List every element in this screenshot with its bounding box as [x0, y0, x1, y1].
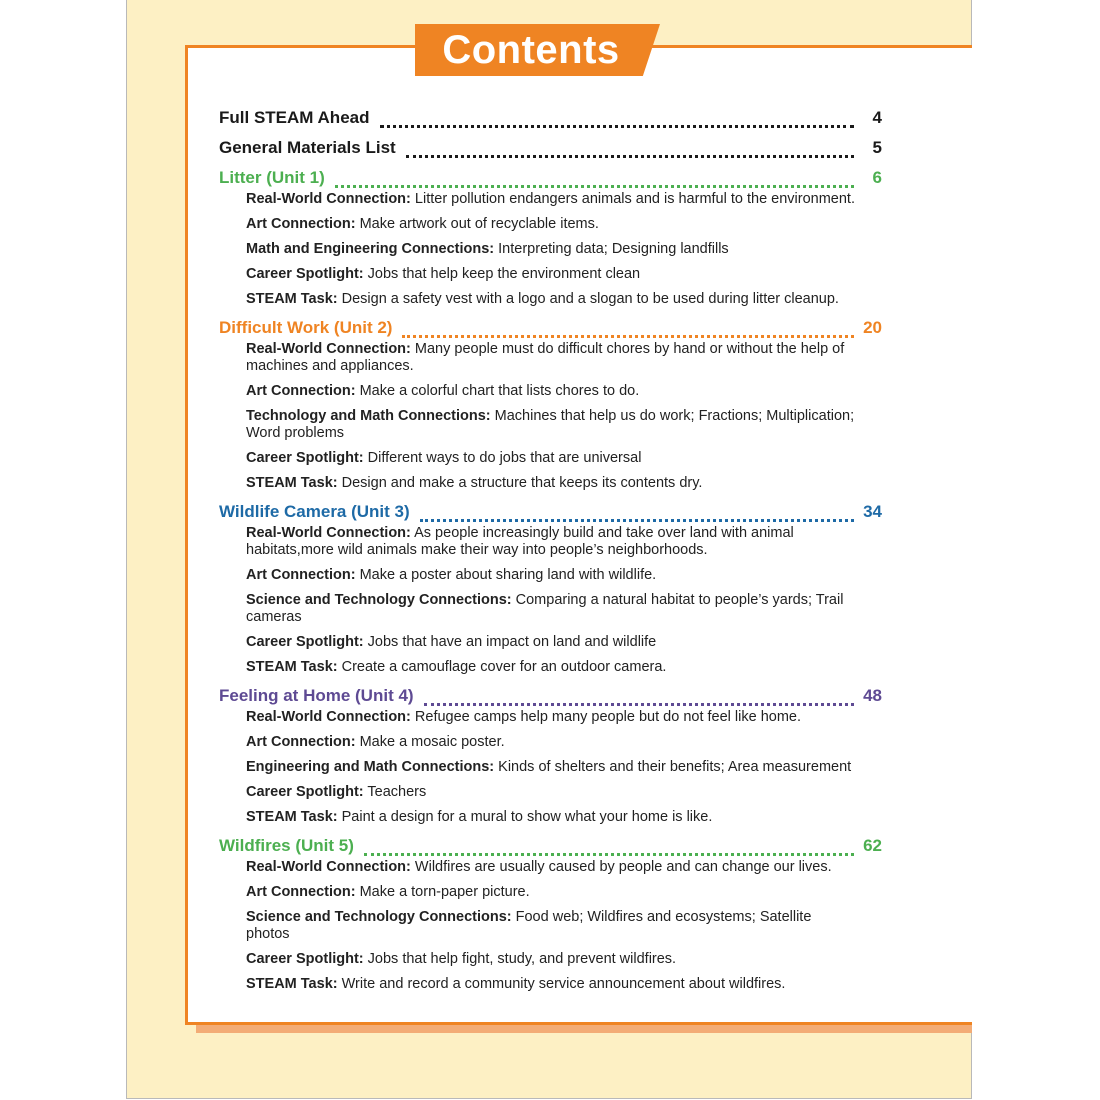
- detail-text: Kinds of shelters and their benefits; Area measurement: [498, 759, 852, 775]
- unit-heading[interactable]: [219, 834, 882, 858]
- detail-text: Refugee camps help many people but do not feel like home.: [414, 709, 802, 725]
- toc-entry[interactable]: [219, 106, 882, 130]
- unit-section: [219, 316, 882, 492]
- unit-detail-item: [246, 859, 856, 876]
- detail-key: Art Connection:: [246, 383, 356, 399]
- unit-section: [219, 166, 882, 308]
- detail-key: Science and Technology Connections:: [246, 592, 512, 608]
- detail-key: Real-World Connection:: [246, 859, 411, 875]
- unit-detail-item: [246, 191, 856, 208]
- detail-text: As people increasingly build and take over land with animal habitats,more wild animals make their way into people’s neighborhoods.: [246, 525, 794, 558]
- dot-leader: [406, 147, 854, 158]
- unit-detail-item: [246, 709, 856, 726]
- page-number: 5: [872, 138, 882, 157]
- detail-text: Litter pollution endangers animals and is harmful to the environment.: [414, 191, 855, 207]
- detail-text: Write and record a community service announcement about wildfires.: [341, 976, 786, 992]
- table-of-contents: [219, 106, 882, 1001]
- unit-detail-item: [246, 241, 856, 258]
- detail-key: Art Connection:: [246, 884, 356, 900]
- unit-section: [219, 684, 882, 826]
- dot-leader: [364, 845, 854, 856]
- detail-text: Jobs that have an impact on land and wildlife: [367, 634, 657, 650]
- detail-key: Real-World Connection:: [246, 709, 411, 725]
- detail-key: Real-World Connection:: [246, 191, 411, 207]
- unit-heading[interactable]: [219, 500, 882, 524]
- detail-text: Make a poster about sharing land with wildlife.: [359, 567, 657, 583]
- unit-detail-item: [246, 909, 856, 943]
- detail-text: Many people must do difficult chores by hand or without the help of machines and appliances.: [246, 341, 845, 374]
- unit-detail-item: [246, 475, 856, 492]
- unit-detail-item: [246, 266, 856, 283]
- detail-text: Different ways to do jobs that are universal: [367, 450, 642, 466]
- unit-entries: [219, 166, 882, 993]
- detail-key: Art Connection:: [246, 734, 356, 750]
- page-number: 62: [863, 836, 882, 855]
- detail-text: Machines that help us do work; Fractions; Multiplication; Word problems: [246, 408, 855, 441]
- unit-detail-item: [246, 383, 856, 400]
- detail-key: Science and Technology Connections:: [246, 909, 512, 925]
- unit-detail-item: [246, 884, 856, 901]
- detail-key: Career Spotlight:: [246, 634, 364, 650]
- unit-detail-item: [246, 734, 856, 751]
- detail-key: Real-World Connection:: [246, 525, 411, 541]
- entry-title: Wildfires (Unit 5): [219, 836, 354, 855]
- detail-key: Art Connection:: [246, 216, 356, 232]
- unit-detail-item: [246, 525, 856, 559]
- detail-text: Make a torn-paper picture.: [359, 884, 530, 900]
- page-number: 20: [863, 318, 882, 337]
- page-title: Contents: [442, 28, 620, 72]
- unit-detail-item: [246, 976, 856, 993]
- page-number: 48: [863, 686, 882, 705]
- toc-entry[interactable]: [219, 136, 882, 160]
- unit-details: [219, 525, 856, 676]
- unit-detail-item: [246, 759, 856, 776]
- unit-detail-item: [246, 634, 856, 651]
- page-number: 6: [872, 168, 882, 187]
- detail-text: Jobs that help fight, study, and prevent wildfires.: [367, 951, 677, 967]
- unit-details: [219, 191, 856, 308]
- entry-title: General Materials List: [219, 138, 396, 157]
- detail-text: Design and make a structure that keeps its contents dry.: [341, 475, 703, 491]
- detail-text: Jobs that help keep the environment clean: [367, 266, 641, 282]
- detail-key: Math and Engineering Connections:: [246, 241, 495, 257]
- dot-leader: [402, 327, 854, 338]
- general-entries: [219, 106, 882, 160]
- unit-detail-item: [246, 592, 856, 626]
- detail-key: STEAM Task:: [246, 291, 338, 307]
- unit-heading[interactable]: [219, 166, 882, 190]
- dot-leader: [335, 177, 854, 188]
- unit-detail-item: [246, 659, 856, 676]
- unit-detail-item: [246, 784, 856, 801]
- detail-key: STEAM Task:: [246, 976, 338, 992]
- unit-heading[interactable]: [219, 684, 882, 708]
- dot-leader: [380, 117, 855, 128]
- unit-detail-item: [246, 951, 856, 968]
- detail-text: Create a camouflage cover for an outdoor camera.: [341, 659, 667, 675]
- unit-detail-item: [246, 216, 856, 233]
- entry-title: Difficult Work (Unit 2): [219, 318, 393, 337]
- detail-key: Career Spotlight:: [246, 951, 364, 967]
- dot-leader: [420, 511, 854, 522]
- detail-text: Wildfires are usually caused by people and can change our lives.: [414, 859, 832, 875]
- detail-text: Make artwork out of recyclable items.: [359, 216, 599, 232]
- unit-detail-item: [246, 809, 856, 826]
- unit-details: [219, 859, 856, 993]
- entry-title: Feeling at Home (Unit 4): [219, 686, 414, 705]
- detail-text: Comparing a natural habitat to people’s yards; Trail cameras: [246, 592, 844, 625]
- detail-key: Art Connection:: [246, 567, 356, 583]
- dot-leader: [424, 695, 854, 706]
- detail-key: Career Spotlight:: [246, 266, 364, 282]
- detail-text: Make a colorful chart that lists chores to do.: [359, 383, 640, 399]
- detail-text: Paint a design for a mural to show what your home is like.: [341, 809, 713, 825]
- detail-text: Food web; Wildfires and ecosystems; Satellite photos: [246, 909, 812, 942]
- unit-section: [219, 500, 882, 676]
- unit-detail-item: [246, 567, 856, 584]
- entry-title: Litter (Unit 1): [219, 168, 325, 187]
- detail-key: Career Spotlight:: [246, 450, 364, 466]
- unit-detail-item: [246, 408, 856, 442]
- unit-detail-item: [246, 450, 856, 467]
- detail-key: STEAM Task:: [246, 809, 338, 825]
- detail-key: Real-World Connection:: [246, 341, 411, 357]
- detail-text: Make a mosaic poster.: [359, 734, 505, 750]
- unit-details: [219, 709, 856, 826]
- detail-key: Technology and Math Connections:: [246, 408, 491, 424]
- unit-detail-item: [246, 291, 856, 308]
- detail-text: Teachers: [367, 784, 427, 800]
- page-number: 4: [872, 108, 882, 127]
- unit-heading[interactable]: [219, 316, 882, 340]
- detail-key: Engineering and Math Connections:: [246, 759, 495, 775]
- page-number: 34: [863, 502, 882, 521]
- detail-text: Design a safety vest with a logo and a slogan to be used during litter cleanup.: [341, 291, 839, 307]
- detail-key: STEAM Task:: [246, 659, 338, 675]
- detail-key: Career Spotlight:: [246, 784, 364, 800]
- entry-title: Wildlife Camera (Unit 3): [219, 502, 410, 521]
- unit-details: [219, 341, 856, 492]
- unit-detail-item: [246, 341, 856, 375]
- detail-key: STEAM Task:: [246, 475, 338, 491]
- detail-text: Interpreting data; Designing landfills: [498, 241, 729, 257]
- unit-section: [219, 834, 882, 993]
- entry-title: Full STEAM Ahead: [219, 108, 370, 127]
